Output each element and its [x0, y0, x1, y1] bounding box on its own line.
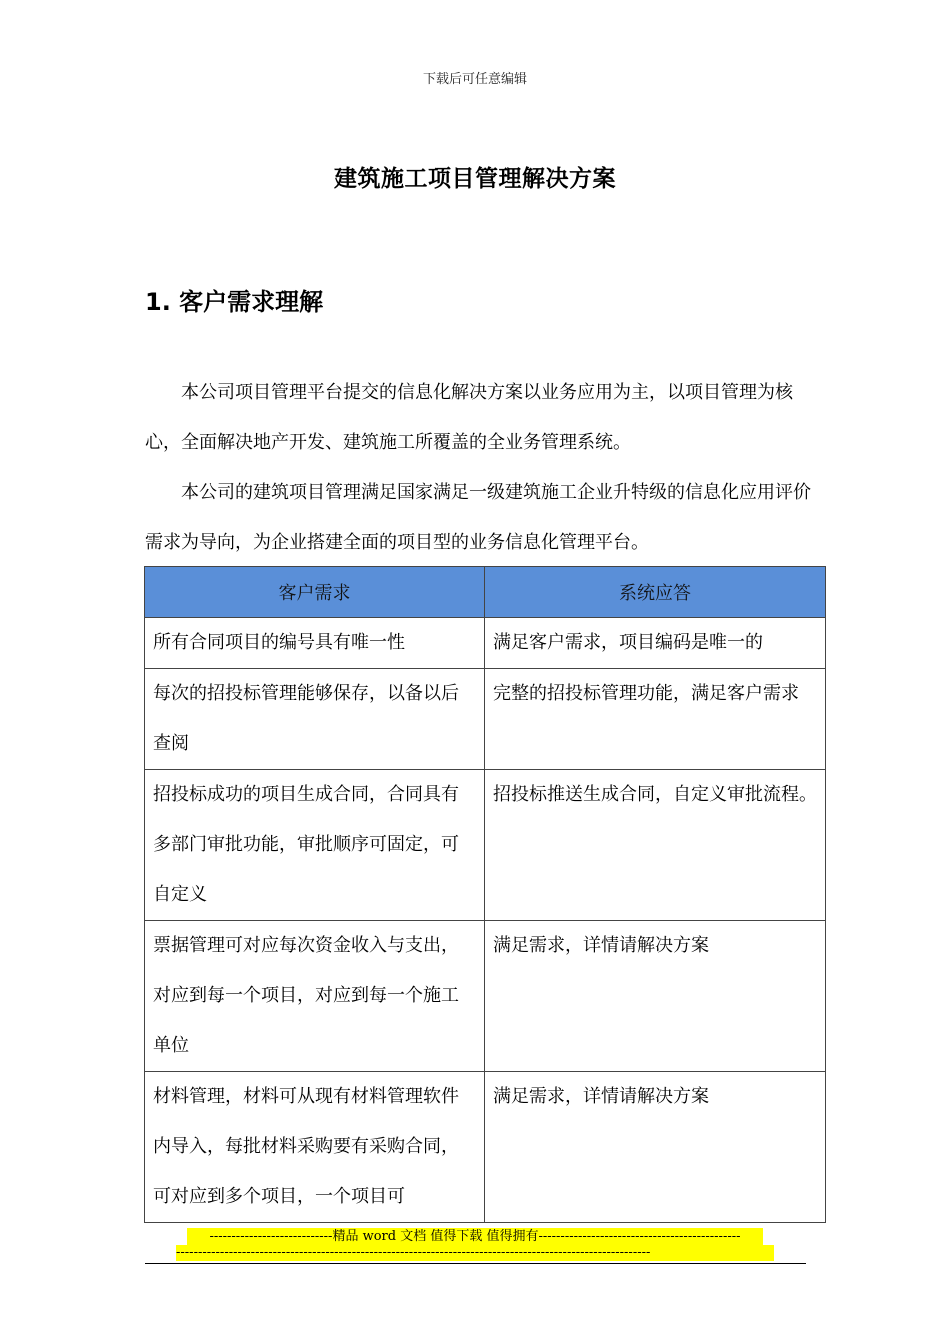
- table-row: [145, 770, 826, 921]
- header-system-response: 系统应答: [485, 567, 826, 618]
- table-row: [145, 921, 826, 1072]
- requirements-table: [144, 566, 826, 1223]
- header-customer-needs: 客户需求: [145, 567, 485, 618]
- cell-response: 满足需求，详情请解决方案: [485, 1072, 826, 1223]
- cell-need: 票据管理可对应每次资金收入与支出，对应到每一个项目，对应到每一个施工单位: [145, 921, 485, 1072]
- cell-need: 招投标成功的项目生成合同，合同具有多部门审批功能，审批顺序可固定，可自定义: [145, 770, 485, 921]
- paragraph-goal: 本公司的建筑项目管理满足国家满足一级建筑施工企业升特级的信息化应用评价需求为导向，为企业搭建全面的项目型的业务信息化管理平台。: [145, 482, 811, 553]
- cell-need: 所有合同项目的编号具有唯一性: [145, 618, 485, 669]
- cell-response: 完整的招投标管理功能，满足客户需求: [485, 669, 826, 770]
- cell-response: 满足客户需求，项目编码是唯一的: [485, 618, 826, 669]
- table-header-row: [145, 567, 826, 618]
- cell-response: 招投标推送生成合同，自定义审批流程。: [485, 770, 826, 921]
- table-row: [145, 618, 826, 669]
- footer-divider: [145, 1263, 806, 1264]
- cell-need: 材料管理，材料可从现有材料管理软件内导入，每批材料采购要有采购合同，可对应到多个项目，一个项目可: [145, 1072, 485, 1223]
- section-heading: 1. 客户需求理解: [145, 288, 324, 316]
- table-row: [145, 669, 826, 770]
- header-note: 下载后可任意编辑: [422, 72, 527, 87]
- footer-banner: ----------------------------精品 word 文档 值得下载 值得拥有----------------------------------------------: [187, 1228, 763, 1245]
- cell-response: 满足需求，详情请解决方案: [485, 921, 826, 1072]
- paragraph-intro: 本公司项目管理平台提交的信息化解决方案以业务应用为主，以项目管理为核心，全面解决地产开发、建筑施工所覆盖的全业务管理系统。: [145, 382, 793, 453]
- footer-dash-line: ------------------------------------------------------------------------------------------------------------: [176, 1245, 774, 1261]
- cell-need: 每次的招投标管理能够保存，以备以后查阅: [145, 669, 485, 770]
- document-title: 建筑施工项目管理解决方案: [334, 166, 616, 192]
- table-row: [145, 1072, 826, 1223]
